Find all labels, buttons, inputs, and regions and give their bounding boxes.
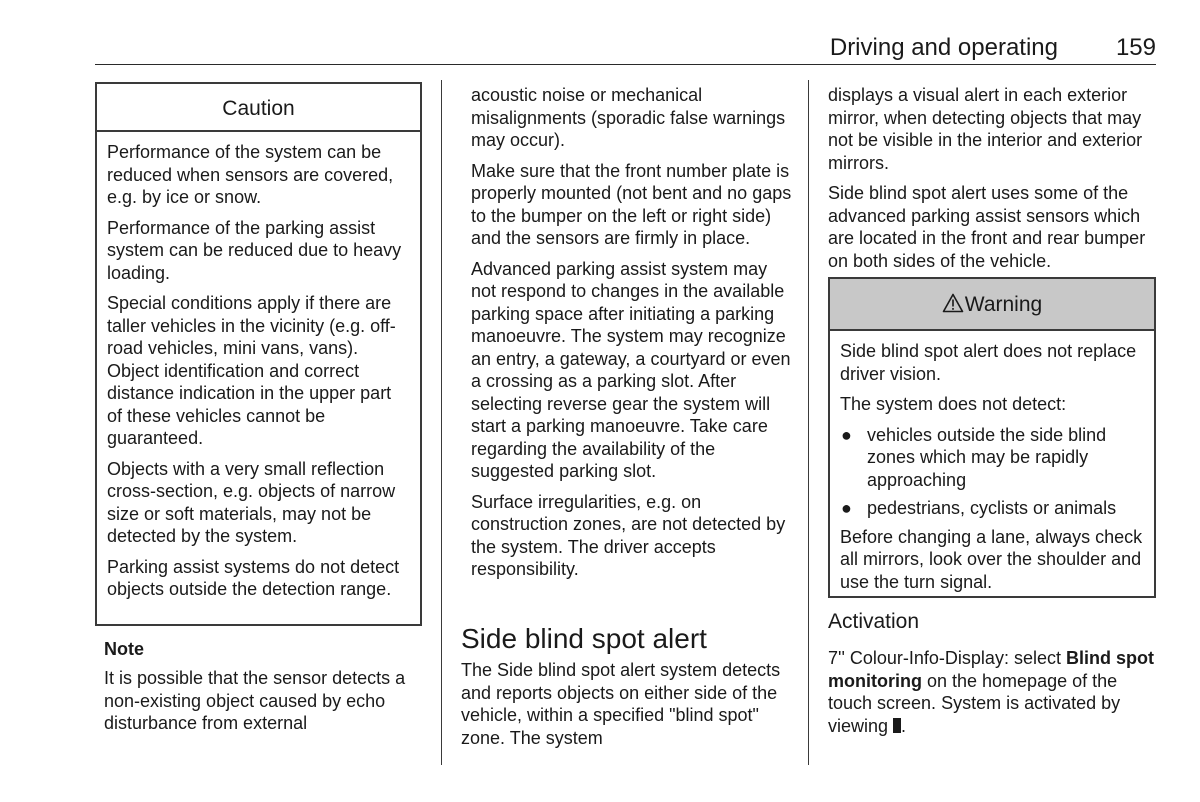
caution-paragraph: Parking assist systems do not detect objects outside the detection range. — [107, 556, 400, 599]
list-item-text: pedestrians, cyclists or animals — [867, 498, 1117, 518]
warning-header — [830, 279, 1154, 331]
column-3-intro — [828, 84, 1156, 280]
warning-box — [828, 277, 1156, 598]
column-2 — [471, 84, 793, 589]
page-header — [95, 34, 1156, 65]
ui-label-blind-spot-monitoring: Blind spot monitoring — [828, 648, 1154, 691]
caution-paragraph: Objects with a very small reflection cross-section, e.g. objects of narrow size or soft materials, may not be detected by the system. — [107, 458, 396, 546]
activation-text — [828, 647, 1160, 737]
warning-body — [830, 331, 1154, 593]
column-divider-2 — [808, 80, 809, 765]
note-title: Note — [104, 639, 144, 659]
warning-paragraph: The system does not detect: — [840, 394, 1067, 414]
body-paragraph: Surface irregularities, e.g. on construction zones, are not detected by the system. The driver accepts responsibility. — [471, 491, 786, 579]
warning-title: Warning — [964, 293, 1043, 316]
list-item — [840, 497, 1144, 520]
caution-paragraph: Performance of the system can be reduced when sensors are covered, e.g. by ice or snow. — [107, 142, 394, 207]
caution-title: Caution — [97, 84, 420, 132]
body-paragraph: acoustic noise or mechanical misalignments (sporadic false warnings may occur). — [471, 85, 786, 150]
body-paragraph: Make sure that the front number plate is properly mounted (not bent and no gaps to the bumper on the left or right side) and the sensors are firmly in place. — [471, 160, 792, 248]
note-text: It is possible that the sensor detects a non-existing object caused by echo disturbance from external — [104, 668, 406, 733]
activation-heading: Activation — [828, 610, 920, 633]
list-item — [840, 424, 1144, 492]
warning-bullet-list — [840, 424, 1144, 520]
bullet-icon: ● — [841, 498, 852, 518]
running-header-section: Driving and operating — [829, 34, 1058, 61]
caution-paragraph: Performance of the parking assist system can be reduced due to heavy loading. — [107, 217, 402, 283]
body-paragraph: Advanced parking assist system may not respond to changes in the available parking space after initiating a parking manoeuvre. The system may recognize an entry, a gateway, a courtyard or even a crossing as a parking slot. After selecting reverse gear the system will start a parking manoeuvre. Take care regarding the availability of the suggested parking slot. — [471, 258, 791, 481]
warning-paragraph: Before changing a lane, always check all mirrors, look over the shoulder and use the turn signal. — [840, 526, 1143, 592]
body-paragraph: Side blind spot alert uses some of the advanced parking assist sensors which are located in the front and rear bumper on both sides of the vehicle. — [828, 183, 1146, 271]
section-side-blind-spot — [461, 623, 793, 757]
warning-triangle-icon — [942, 293, 964, 313]
note-block — [104, 639, 426, 743]
activation-text-prefix: 7'' Colour-Info-Display: select — [828, 648, 1066, 668]
activation-text-end: . — [901, 715, 907, 736]
section-heading: Side blind spot alert — [461, 623, 707, 654]
section-intro: The Side blind spot alert system detects and reports objects on either side of the vehicle, within a specified "blind spot" zone. The system — [461, 660, 781, 748]
indicator-symbol-icon — [893, 718, 901, 733]
warning-paragraph: Side blind spot alert does not replace driver vision. — [840, 341, 1137, 384]
caution-paragraph: Special conditions apply if there are taller vehicles in the vicinity (e.g. off-road vehicles, mini vans, vans). Object identification and correct distance indication in the upper part of these vehicles cannot be guaranteed. — [107, 293, 396, 448]
activation-section — [828, 609, 1160, 745]
activation-text-suffix: on the homepage of the touch screen. System is activated by viewing — [828, 670, 1121, 736]
column-divider-1 — [441, 80, 442, 765]
caution-body — [97, 132, 420, 601]
bullet-icon: ● — [841, 424, 852, 445]
body-paragraph: displays a visual alert in each exterior mirror, when detecting objects that may not be visible in the interior and exterior mirrors. — [828, 85, 1143, 173]
list-item-text: vehicles outside the side blind zones which may be rapidly approaching — [867, 424, 1107, 490]
page-number: 159 — [1115, 34, 1156, 61]
caution-box — [95, 82, 422, 626]
